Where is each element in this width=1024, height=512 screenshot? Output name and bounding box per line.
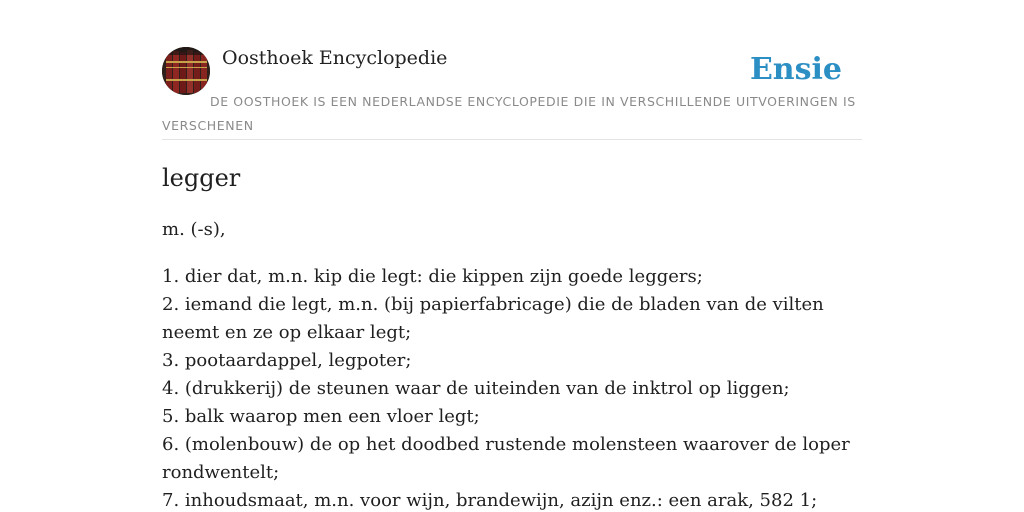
- page-container: [162, 0, 862, 512]
- definition-item: 2. iemand die legt, m.n. (bij papierfabricage) die de bladen van de vilten neemt en ze op elkaar legt;: [162, 294, 824, 343]
- definition-item: 3. pootaardappel, legpoter;: [162, 350, 412, 371]
- grammar-info: m. (-s),: [162, 219, 226, 240]
- definition-list: [162, 263, 862, 512]
- site-title[interactable]: Oosthoek Encyclopedie: [222, 47, 448, 69]
- definition-item: 4. (drukkerij) de steunen waar de uiteinden van de inktrol op liggen;: [162, 378, 790, 399]
- book-spines-icon[interactable]: [162, 47, 210, 95]
- definition-item: 7. inhoudsmaat, m.n. voor wijn, brandewijn, azijn enz.: een arak, 582 1;: [162, 490, 818, 511]
- definition-item: 1. dier dat, m.n. kip die legt: die kippen zijn goede leggers;: [162, 266, 703, 287]
- entry-title: legger: [162, 164, 241, 192]
- site-header: [162, 0, 862, 140]
- ensie-logo-link[interactable]: Ensie: [749, 52, 842, 87]
- definition-item: 6. (molenbouw) de op het doodbed rustende molensteen waarover de loper rondwentelt;: [162, 434, 850, 483]
- definition-item: 5. balk waarop men een vloer legt;: [162, 406, 480, 427]
- site-tagline: DE OOSTHOEK IS EEN NEDERLANDSE ENCYCLOPEDIE DIE IN VERSCHILLENDE UITVOERINGEN IS VERSCHENEN: [162, 94, 856, 133]
